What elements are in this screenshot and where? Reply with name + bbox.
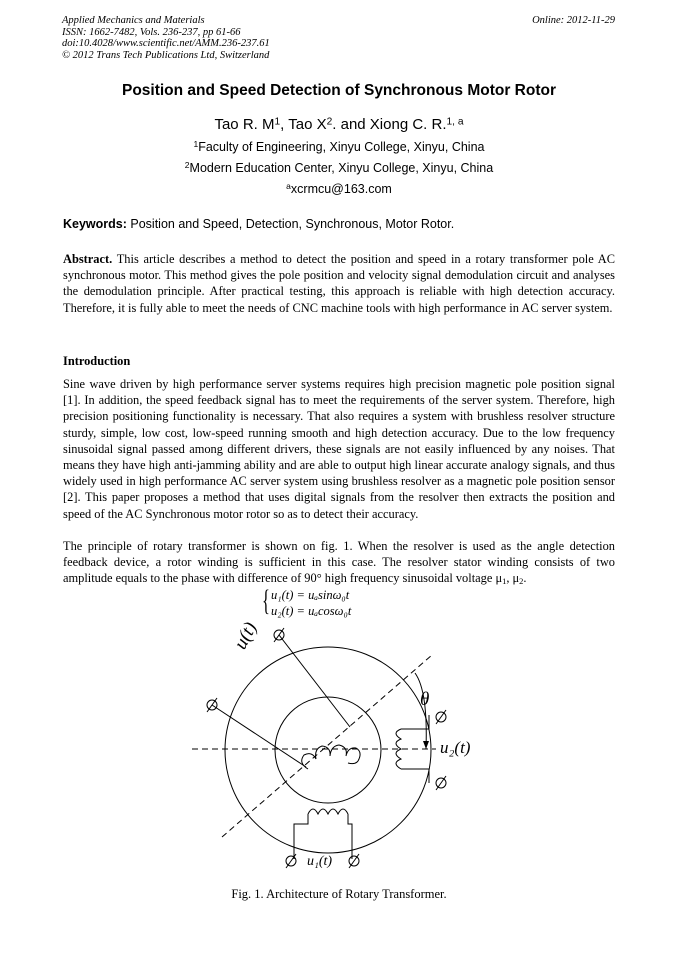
rotor-coil (302, 745, 360, 769)
stator-circle (225, 647, 431, 853)
affiliation-1-marker: 1 (193, 139, 199, 150)
author-3: and Xiong C. R. (340, 116, 447, 133)
equation-line-2: u₂(t) = uₐcosω₀t (271, 604, 352, 618)
terminal-u2-bottom (436, 776, 446, 790)
keywords-text: Position and Speed, Detection, Synchronous, Motor Rotor. (130, 217, 455, 231)
journal-header (62, 15, 615, 61)
label-u2: u₂(t) (440, 738, 471, 757)
online-date: Online: 2012-11-29 (532, 15, 615, 26)
copyright-line: © 2012 Trans Tech Publications Ltd, Switzerland (62, 49, 270, 61)
coil-2-lead-top (401, 715, 429, 729)
label-u1: u₁(t) (307, 854, 333, 869)
journal-name: Applied Mechanics and Materials (62, 15, 205, 26)
equation-line-1: u₁(t) = uₐsinω₀t (271, 588, 350, 602)
mu-subscript: 1 (502, 576, 507, 587)
issn-line: ISSN: 1662-7482, Vols. 236-237, pp 61-66 (62, 26, 241, 38)
figure-caption: Fig. 1. Architecture of Rotary Transformer. (231, 887, 447, 901)
mu-symbol: μ (495, 571, 503, 586)
author-line (0, 116, 678, 133)
coil-2-lead-bottom (401, 769, 429, 783)
affiliation-2 (0, 161, 678, 175)
terminal-rotor-left (207, 698, 217, 712)
keywords (63, 217, 615, 231)
rotor-axis (222, 655, 432, 837)
theta-arc (415, 673, 426, 749)
theta-arrowhead (423, 741, 429, 749)
author-separator: , (280, 116, 289, 133)
sentence-end: . (523, 571, 527, 586)
mu-symbol: μ (512, 571, 520, 586)
email-link[interactable]: xcrmcu@163.com (290, 182, 392, 196)
rotor-circle (275, 697, 381, 803)
abstract (63, 251, 615, 316)
label-theta: θ (420, 689, 430, 710)
intro-paragraph-2-text: The principle of rotary transformer is shown on fig. 1. When the resolver is used as the angle detection feedback device, a rotor winding is sufficient in this case. The resolver stator winding consists of two amplitude equals to the phase with difference of 90° high frequency sinusoidal voltage (63, 539, 615, 586)
author-separator: . (332, 116, 341, 133)
abstract-text: This article describes a method to detect the position and speed in a rotary transformer pole AC synchronous motor. This method gives the pole position and velocity signal demodulation circuit and analyses the demodulation principle. After practical testing, this approach is reliable with high detection accuracy. Therefore, it is fully able to meet the needs of CNC machine tools with high performance in AC server system. (63, 252, 616, 315)
mu-separator: , (506, 571, 513, 586)
author-3-affil: 1, a (446, 116, 464, 128)
terminal-u1-left (286, 854, 296, 868)
equation-brace: { (262, 584, 270, 617)
figure-rotary-transformer (190, 618, 490, 875)
intro-paragraph-1: Sine wave driven by high performance server systems requires high precision magnetic pole position signal [1]. In addition, the speed feedback signal has to meet the requirements of the server system. Therefore, high precision positioning functionality is necessary. That also requires a system with brushless resolver structure sturdy, simple, low cost, low-speed running smooth and high detection accuracy. Due to the low frequency sinusoidal signal passed among different drivers, these signals are not easily influenced by any noises. That means they have high anti-jamming ability and are able to output high linear accurate analogy signals, and thus widely used in high performance AC server system using brushless resolver as a magnetic pole position sensor [2]. This paper proposes a method that uses digital signals from the resolver then extracts the position and speed of the AC Synchronous motor rotor so as to detect their accuracy. (63, 377, 615, 521)
stator-coil-1 (308, 809, 348, 814)
abstract-label: Abstract. (63, 252, 113, 266)
keywords-label: Keywords: (63, 217, 127, 231)
author-1-affil: 1 (274, 116, 281, 128)
mu-subscript: 2 (519, 576, 524, 587)
affiliation-2-text: Modern Education Center, Xinyu College, Xinyu, China (189, 161, 494, 175)
terminal-u1-right (349, 854, 359, 868)
affiliation-2-marker: 2 (184, 160, 190, 171)
author-1: Tao R. M (214, 116, 275, 133)
author-email (0, 182, 678, 196)
section-heading-introduction: Introduction (63, 354, 131, 368)
label-rotor-voltage: u(t) (230, 618, 262, 653)
doi-line: doi:10.4028/www.scientific.net/AMM.236-237.61 (62, 38, 270, 49)
intro-paragraph-2 (63, 538, 615, 587)
affiliation-1-text: Faculty of Engineering, Xinyu College, Xinyu, China (198, 140, 485, 154)
affiliation-1 (0, 140, 678, 154)
email-marker: a (286, 181, 291, 192)
voltage-equation (262, 584, 402, 622)
paper-title: Position and Speed Detection of Synchronous Motor Rotor (121, 82, 556, 99)
terminal-u2-top (436, 710, 446, 724)
coil-1-lead-left (294, 814, 308, 859)
coil-1-lead-right (348, 814, 352, 859)
author-2: Tao X (288, 116, 327, 133)
author-2-affil: 2 (326, 116, 333, 128)
